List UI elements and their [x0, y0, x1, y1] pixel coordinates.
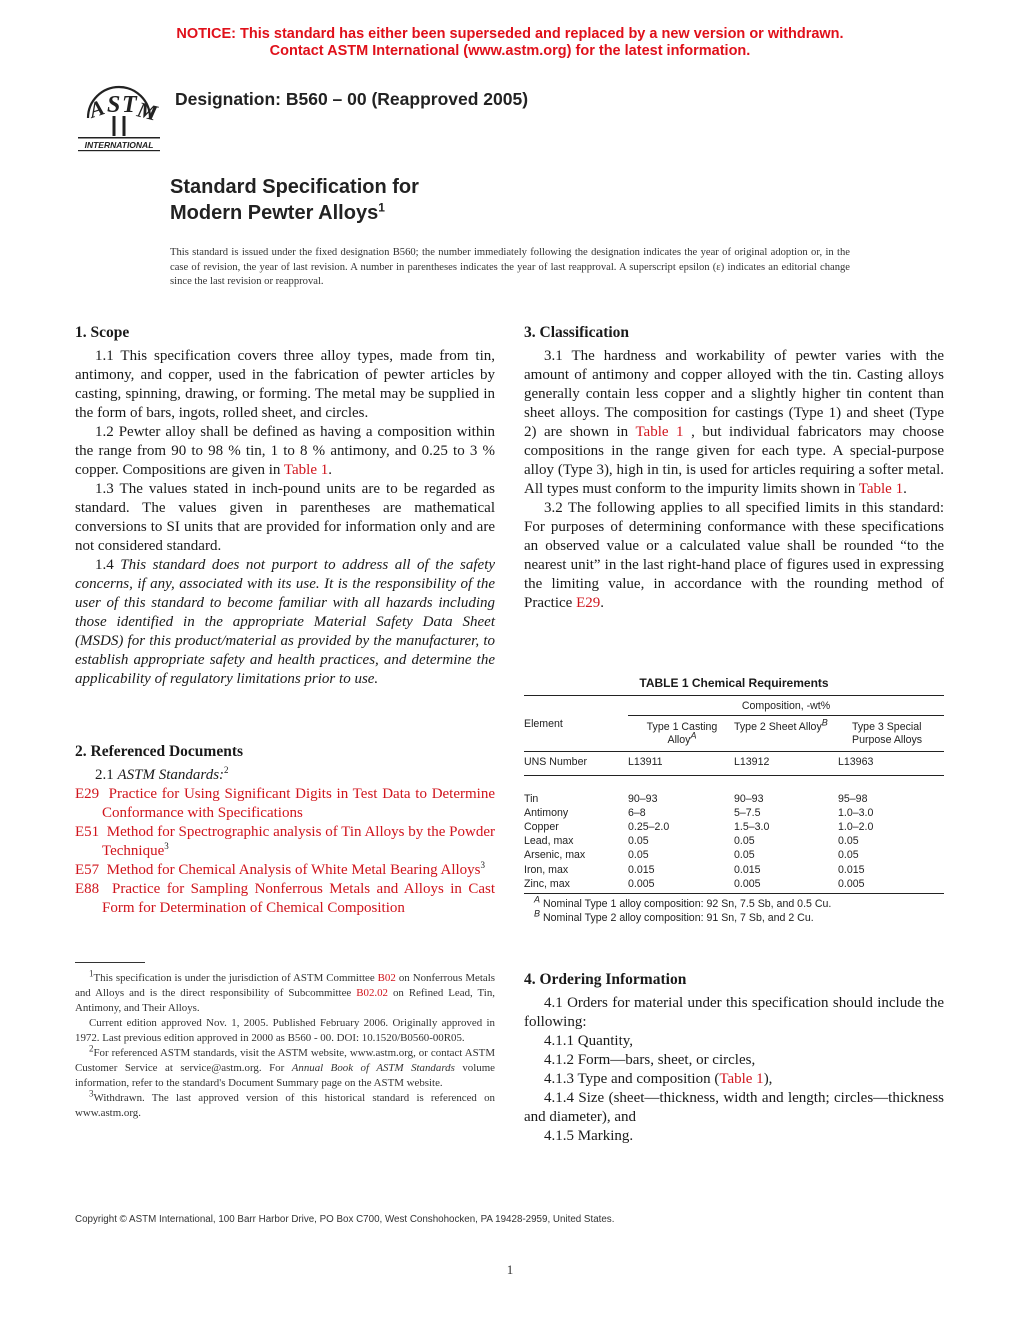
classification-3-2-b: .	[600, 595, 604, 611]
ref-code[interactable]: E88	[75, 881, 100, 897]
svg-text:M: M	[134, 96, 160, 126]
table-col-3-line2: Purpose Alloys	[852, 734, 923, 746]
ordering-4-1: 4.1 Orders for material under this specification should include the following:	[524, 995, 944, 1030]
e29-link[interactable]: E29	[576, 595, 601, 611]
svg-text:T: T	[122, 92, 137, 118]
table-col-3-header	[852, 721, 944, 747]
supersede-notice	[0, 26, 1020, 60]
table-row-t3: 0.005	[838, 878, 865, 890]
scope-1-3: 1.3 The values stated in inch-pound units are to be regarded as standard. The values given in parentheses are mathematical conversions to SI units that are provided for information only and are not considered standard.	[75, 481, 495, 554]
section-classification	[524, 323, 944, 613]
table-uns-2: L13912	[734, 756, 770, 768]
table-row-element: Lead, max	[524, 835, 574, 847]
scope-1-4-text: This standard does not purport to address all of the safety concerns, if any, associated with its use. It is the responsibility of the user of this standard to become familiar with all hazards including those identified in the appropriate Material Safety Data Sheet (MSDS) for this product/material as provided by the manufacturer, to establish appropriate safety and health practices, and determine the applicability of regulatory limitations prior to use.	[75, 557, 496, 687]
page-number: 1	[506, 1262, 514, 1277]
ref-item[interactable]	[75, 880, 495, 918]
footnote-3-mark: 3	[89, 1088, 94, 1099]
scope-1-4	[75, 556, 495, 689]
copyright: Copyright © ASTM International, 100 Barr Harbor Drive, PO Box C700, West Conshohocken, PA 19428-2959, United States.	[75, 1214, 615, 1225]
ref-title[interactable]: Method for Chemical Analysis of White Metal Bearing Alloys	[106, 862, 481, 878]
footnote-3	[75, 1088, 495, 1121]
title-line-1: Standard Specification for	[170, 176, 419, 198]
ordering-4-1-3-b: ),	[763, 1071, 773, 1087]
table-row-t1: 0.05	[628, 835, 649, 847]
table-row-t3: 0.05	[838, 835, 859, 847]
section-referenced-documents	[75, 742, 495, 918]
ref-item[interactable]	[75, 785, 495, 823]
footnote-1-c: on Refined Lead, Tin, Antimony, and Their Alloys.	[75, 987, 495, 1014]
title-line-2	[170, 200, 419, 226]
ref-title[interactable]: Practice for Using Significant Digits in Test Data to Determine Conformance with Specifications	[102, 786, 495, 821]
designation: Designation: B560 – 00 (Reapproved 2005)	[175, 89, 529, 109]
table-col-2-header	[734, 717, 846, 734]
footnote-2-italic: Annual Book of ASTM Standards	[291, 1062, 455, 1074]
svg-text:A: A	[85, 94, 108, 123]
classification-3-2-a: 3.2 The following applies to all specified limits in this standard: For purposes of determining conformance with these specifications an observed value or a calculated value shall be rounded “to the nearest unit” in the last right-hand place of figures used in expressing the limiting value, in accordance with the rounding method of Practice	[524, 500, 944, 611]
table-group-header: Composition, -wt%	[741, 700, 831, 712]
preamble: This standard is issued under the fixed designation B560; the number immediately following the designation indicates the year of original adoption or, in the case of revision, the year of last revision. A number in parentheses indicates the year of last reapproval. A superscript epsilon (ε) indicates an editorial change since the last revision or reapproval.	[170, 247, 850, 288]
footnote-3-text: Withdrawn. The last approved version of this historical standard is referenced on www.astm.org.	[75, 1092, 495, 1119]
table-note-b	[534, 908, 814, 924]
footnote-divider	[75, 962, 145, 963]
ordering-4-1-2: 4.1.2 Form—bars, sheet, or circles,	[544, 1052, 756, 1068]
table-row-t2: 0.015	[734, 864, 761, 876]
table-row-t1: 6–8	[628, 807, 646, 819]
table-uns-3: L13963	[838, 756, 874, 768]
scope-1-2-end: .	[328, 462, 332, 478]
table-row-t2: 0.05	[734, 849, 755, 861]
table-note-b-text: Nominal Type 2 alloy composition: 91 Sn, 7 Sb, and 2 Cu.	[542, 912, 814, 924]
document-title	[170, 174, 419, 226]
subcommittee-link[interactable]: B02.02	[356, 987, 389, 999]
table-col-1-header	[636, 721, 728, 747]
committee-link[interactable]: B02	[377, 972, 396, 984]
refdocs-heading: 2. Referenced Documents	[75, 743, 244, 760]
ref-code[interactable]: E57	[75, 862, 100, 878]
footnote-2-a: For referenced ASTM standards, visit the ASTM website, www.astm.org, or contact ASTM Customer Service at service@astm.org. For	[75, 1047, 495, 1074]
ref-title[interactable]: Practice for Sampling Nonferrous Metals and Alloys in Cast Form for Determination of Chemical Composition	[102, 881, 495, 916]
table-row-element: Arsenic, max	[524, 849, 586, 861]
ref-sup: 3	[164, 841, 169, 851]
refdocs-2-1	[75, 766, 495, 785]
table-col-3-line1: Type 3 Special	[852, 721, 922, 733]
footnote-1-b: on Nonferrous Metals and Alloys and is the direct responsibility of Subcommittee	[75, 972, 495, 999]
ordering-4-1-3-a: 4.1.3 Type and composition (	[544, 1071, 720, 1087]
table-row-element: Iron, max	[524, 864, 569, 876]
table-col-1-sup: A	[690, 730, 697, 741]
table-row-t3: 1.0–2.0	[838, 821, 874, 833]
ordering-heading: 4. Ordering Information	[524, 971, 687, 988]
ref-sup: 3	[480, 860, 485, 870]
table-1-link[interactable]: Table 1	[719, 1071, 764, 1087]
table-row-t2: 0.05	[734, 835, 755, 847]
table-col-1-line1: Type 1 Casting	[646, 721, 718, 733]
table-note-a-mark: A	[534, 894, 541, 905]
table-uns-label: UNS Number	[524, 756, 587, 768]
footnote-2-b: volume information, refer to the standard's Document Summary page on the ASTM website.	[75, 1062, 496, 1089]
table-row-t3: 95–98	[838, 793, 868, 805]
classification-3-1-a: 3.1 The hardness and workability of pewter varies with the amount of antimony and copper alloyed with the tin. Casting alloys generally contain less copper and a slightly higher tin content than sheet alloys. The composition for castings (Type 1) and sheet (Type 2) are shown in	[524, 348, 944, 440]
table-row-t1: 0.25–2.0	[628, 821, 670, 833]
ref-item[interactable]	[75, 823, 495, 861]
table-row-element: Zinc, max	[524, 878, 570, 890]
scope-heading: 1. Scope	[75, 324, 130, 341]
notice-line-2: Contact ASTM International (www.astm.org) for the latest information.	[269, 43, 751, 59]
table-1-link[interactable]: Table 1	[283, 462, 329, 478]
section-scope	[75, 323, 495, 689]
classification-3-1-b: , but individual fabricators may choose compositions in the range given for each type. A special-purpose alloy (Type 3), high in tin, is used for articles requiring a softer metal. All types must conform to the impurity limits shown in	[524, 424, 945, 497]
footnote-2-mark: 2	[89, 1043, 94, 1054]
table-row-t2: 90–93	[734, 793, 764, 805]
classification-3-2	[524, 499, 944, 613]
ordering-4-1-3	[524, 1070, 944, 1089]
refdocs-sub-sup: 2	[224, 765, 229, 775]
footnote-1-a: This specification is under the jurisdiction of ASTM Committee	[93, 972, 378, 984]
ref-code[interactable]: E51	[75, 824, 100, 840]
ref-code[interactable]: E29	[75, 786, 100, 802]
footnote-1-edition: Current edition approved Nov. 1, 2005. Published February 2006. Originally approved in 1972. Last previous edition approved in 2000 as B560 - 00. DOI: 10.1520/B0560-00R05.	[75, 1017, 495, 1044]
refdocs-sub-label: ASTM Standards:	[117, 767, 225, 783]
table-row-t3: 0.015	[838, 864, 865, 876]
footnote-2	[75, 1043, 496, 1091]
scope-1-1: 1.1 This specification covers three alloy types, made from tin, antimony, and copper, used in the fabrication of pewter articles by casting, spinning, drawing, or forming. The metal may be supplied in the form of bars, ingots, rolled sheet, and circles.	[75, 348, 495, 421]
scope-1-2	[75, 423, 495, 480]
table-row-element: Antimony	[524, 807, 569, 819]
logo-caption: INTERNATIONAL	[84, 140, 154, 150]
table-top-rule	[524, 695, 944, 696]
table-note-a	[534, 894, 832, 910]
svg-text:S: S	[107, 92, 121, 118]
ordering-4-1-5: 4.1.5 Marking.	[544, 1128, 634, 1144]
table-1-link[interactable]: Table 1	[858, 481, 904, 497]
table-row-t3: 1.0–3.0	[838, 807, 874, 819]
table-note-b-mark: B	[534, 908, 541, 919]
ref-title[interactable]: Method for Spectrographic analysis of Tin Alloys by the Powder Technique	[102, 824, 496, 859]
table-row-element: Tin	[524, 793, 539, 805]
title-line-2-text: Modern Pewter Alloys	[170, 202, 379, 224]
classification-3-1	[524, 347, 944, 499]
section-ordering-information	[524, 970, 944, 1146]
classification-3-1-c: .	[903, 481, 907, 497]
scope-1-4-num: 1.4	[95, 557, 121, 573]
table-1-link[interactable]: Table 1	[635, 424, 684, 440]
refdocs-sub-num: 2.1	[95, 767, 118, 783]
table-bottom-rule	[524, 893, 944, 894]
table-header-rule	[524, 751, 944, 752]
astm-logo	[74, 74, 164, 154]
table-row-t1: 0.015	[628, 864, 655, 876]
table-row-element: Copper	[524, 821, 559, 833]
ref-item[interactable]	[75, 861, 495, 880]
table-note-a-text: Nominal Type 1 alloy composition: 92 Sn, 7.5 Sb, and 0.5 Cu.	[542, 898, 832, 910]
footnotes	[75, 968, 496, 1121]
notice-line-1: NOTICE: This standard has either been superseded and replaced by a new version or withdrawn.	[176, 26, 844, 42]
footnote-1-mark: 1	[89, 968, 94, 979]
table-1	[524, 695, 944, 895]
table-row-t2: 1.5–3.0	[734, 821, 770, 833]
table-col-2-text: Type 2 Sheet Alloy	[734, 721, 822, 733]
table-element-header: Element	[524, 718, 563, 730]
table-row-t1: 0.005	[628, 878, 655, 890]
table-row-t3: 0.05	[838, 849, 859, 861]
ordering-4-1-4: 4.1.4 Size (sheet—thickness, width and length; circles—thickness and diameter), and	[524, 1090, 944, 1125]
table-row-t1: 0.05	[628, 849, 649, 861]
table-col-2-sup: B	[821, 717, 828, 728]
table-row-t2: 0.005	[734, 878, 761, 890]
table-uns-rule	[524, 775, 944, 776]
scope-1-2-text: 1.2 Pewter alloy shall be defined as having a composition within the range from 90 to 98 % tin, 1 to 8 % antimony, and 0.25 to 3 % copper. Compositions are given in	[75, 424, 495, 478]
table-1-title: TABLE 1 Chemical Requirements	[639, 676, 829, 690]
table-uns-1: L13911	[628, 756, 663, 768]
ordering-4-1-1: 4.1.1 Quantity,	[544, 1033, 634, 1049]
classification-heading: 3. Classification	[524, 324, 630, 341]
footnote-1	[75, 968, 495, 1016]
table-row-t2: 5–7.5	[734, 807, 761, 819]
table-group-rule	[628, 715, 944, 716]
title-footnote-mark: 1	[378, 200, 385, 215]
table-col-1-line2: Alloy	[667, 734, 691, 746]
table-row-t1: 90–93	[628, 793, 658, 805]
